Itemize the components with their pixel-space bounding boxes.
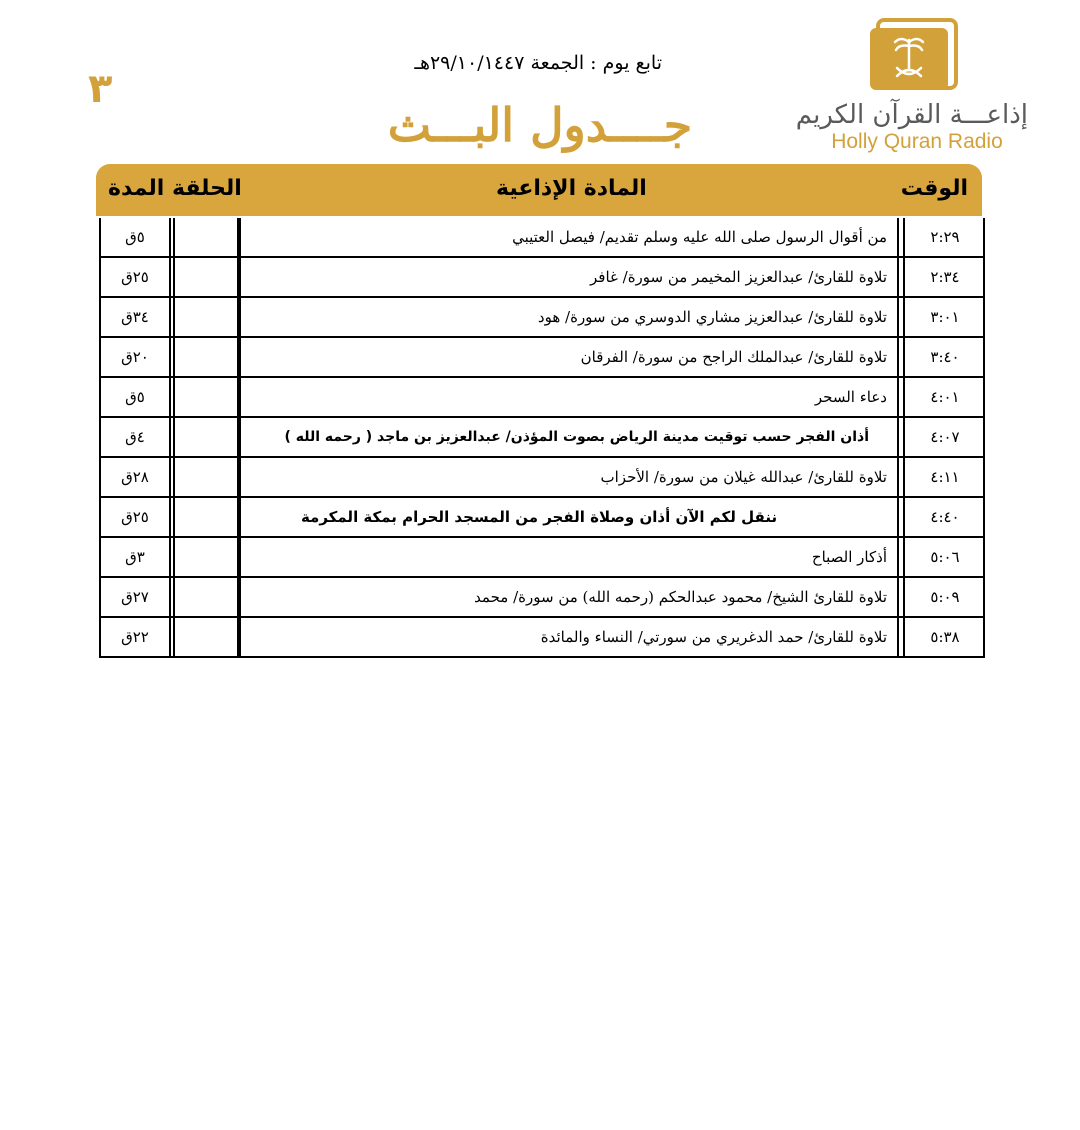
program-cell: تلاوة للقارئ/ حمد الدغريري من سورتي/ النساء والمائدة	[239, 618, 899, 656]
time-cell: ٥:٠٩	[903, 578, 985, 616]
header-time: الوقت	[900, 176, 968, 201]
logo-arabic-text: إذاعـــة القرآن الكريم	[795, 100, 1028, 130]
time-cell: ٤:٤٠	[903, 498, 985, 536]
table-row	[101, 296, 983, 336]
program-cell: تلاوة للقارئ الشيخ/ محمود عبدالحكم (رحمه الله) من سورة/ محمد	[239, 578, 899, 616]
table-row	[101, 218, 983, 256]
table-row	[101, 456, 983, 496]
episode-cell	[173, 538, 239, 576]
duration-cell: ٢٢ق	[101, 618, 171, 656]
table-row	[101, 576, 983, 616]
duration-cell: ٢٠ق	[101, 338, 171, 376]
logo-english-text: Holly Quran Radio	[831, 130, 1003, 153]
logo	[868, 18, 958, 94]
date-line: تابع يوم : الجمعة ٢٩/١٠/١٤٤٧هـ	[414, 52, 662, 74]
header-program: المادة الإذاعية	[496, 176, 647, 201]
program-cell: من أقوال الرسول صلى الله عليه وسلم تقديم/ فيصل العتيبي	[239, 218, 899, 256]
duration-cell: ٢٨ق	[101, 458, 171, 496]
duration-cell: ٢٥ق	[101, 498, 171, 536]
page-title: جــــدول البـــث	[387, 98, 693, 152]
episode-cell	[173, 378, 239, 416]
page-number: ٣	[88, 66, 113, 112]
table-row	[101, 376, 983, 416]
episode-cell	[173, 338, 239, 376]
duration-cell: ٥ق	[101, 218, 171, 256]
program-cell: دعاء السحر	[239, 378, 899, 416]
time-cell: ٣:٤٠	[903, 338, 985, 376]
palm-swords-logo-icon	[868, 18, 958, 94]
table-row	[101, 616, 983, 656]
program-cell: تلاوة للقارئ/ عبدالعزيز مشاري الدوسري من سورة/ هود	[239, 298, 899, 336]
schedule-table	[99, 218, 985, 658]
episode-cell	[173, 218, 239, 256]
time-cell: ٢:٢٩	[903, 218, 985, 256]
time-cell: ٤:٠٧	[903, 418, 985, 456]
duration-cell: ٤ق	[101, 418, 171, 456]
time-cell: ٣:٠١	[903, 298, 985, 336]
duration-cell: ٢٧ق	[101, 578, 171, 616]
episode-cell	[173, 258, 239, 296]
duration-cell: ٣٤ق	[101, 298, 171, 336]
episode-cell	[173, 458, 239, 496]
program-cell: تلاوة للقارئ/ عبدالله غيلان من سورة/ الأحزاب	[239, 458, 899, 496]
program-cell: تلاوة للقارئ/ عبدالملك الراجح من سورة/ الفرقان	[239, 338, 899, 376]
duration-cell: ٣ق	[101, 538, 171, 576]
program-cell: تلاوة للقارئ/ عبدالعزيز المخيمر من سورة/ غافر	[239, 258, 899, 296]
header-episode: الحلقة	[172, 176, 242, 201]
duration-cell: ٢٥ق	[101, 258, 171, 296]
time-cell: ٤:٠١	[903, 378, 985, 416]
time-cell: ٢:٣٤	[903, 258, 985, 296]
episode-cell	[173, 618, 239, 656]
table-row	[101, 336, 983, 376]
table-row	[101, 416, 983, 456]
duration-cell: ٥ق	[101, 378, 171, 416]
time-cell: ٥:٠٦	[903, 538, 985, 576]
time-cell: ٤:١١	[903, 458, 985, 496]
episode-cell	[173, 298, 239, 336]
episode-cell	[173, 498, 239, 536]
program-cell: أذكار الصباح	[239, 538, 899, 576]
time-cell: ٥:٣٨	[903, 618, 985, 656]
episode-cell	[173, 578, 239, 616]
table-row	[101, 536, 983, 576]
table-row	[101, 496, 983, 536]
program-cell: ننقل لكم الآن أذان وصلاة الفجر من المسجد الحرام بمكة المكرمة	[239, 498, 899, 536]
header-duration: المدة	[108, 176, 165, 201]
episode-cell	[173, 418, 239, 456]
program-cell: أذان الفجر حسب توقيت مدينة الرياض بصوت المؤذن/ عبدالعزيز بن ماجد ( رحمه الله )	[239, 418, 899, 456]
table-row	[101, 256, 983, 296]
table-header	[96, 164, 982, 216]
